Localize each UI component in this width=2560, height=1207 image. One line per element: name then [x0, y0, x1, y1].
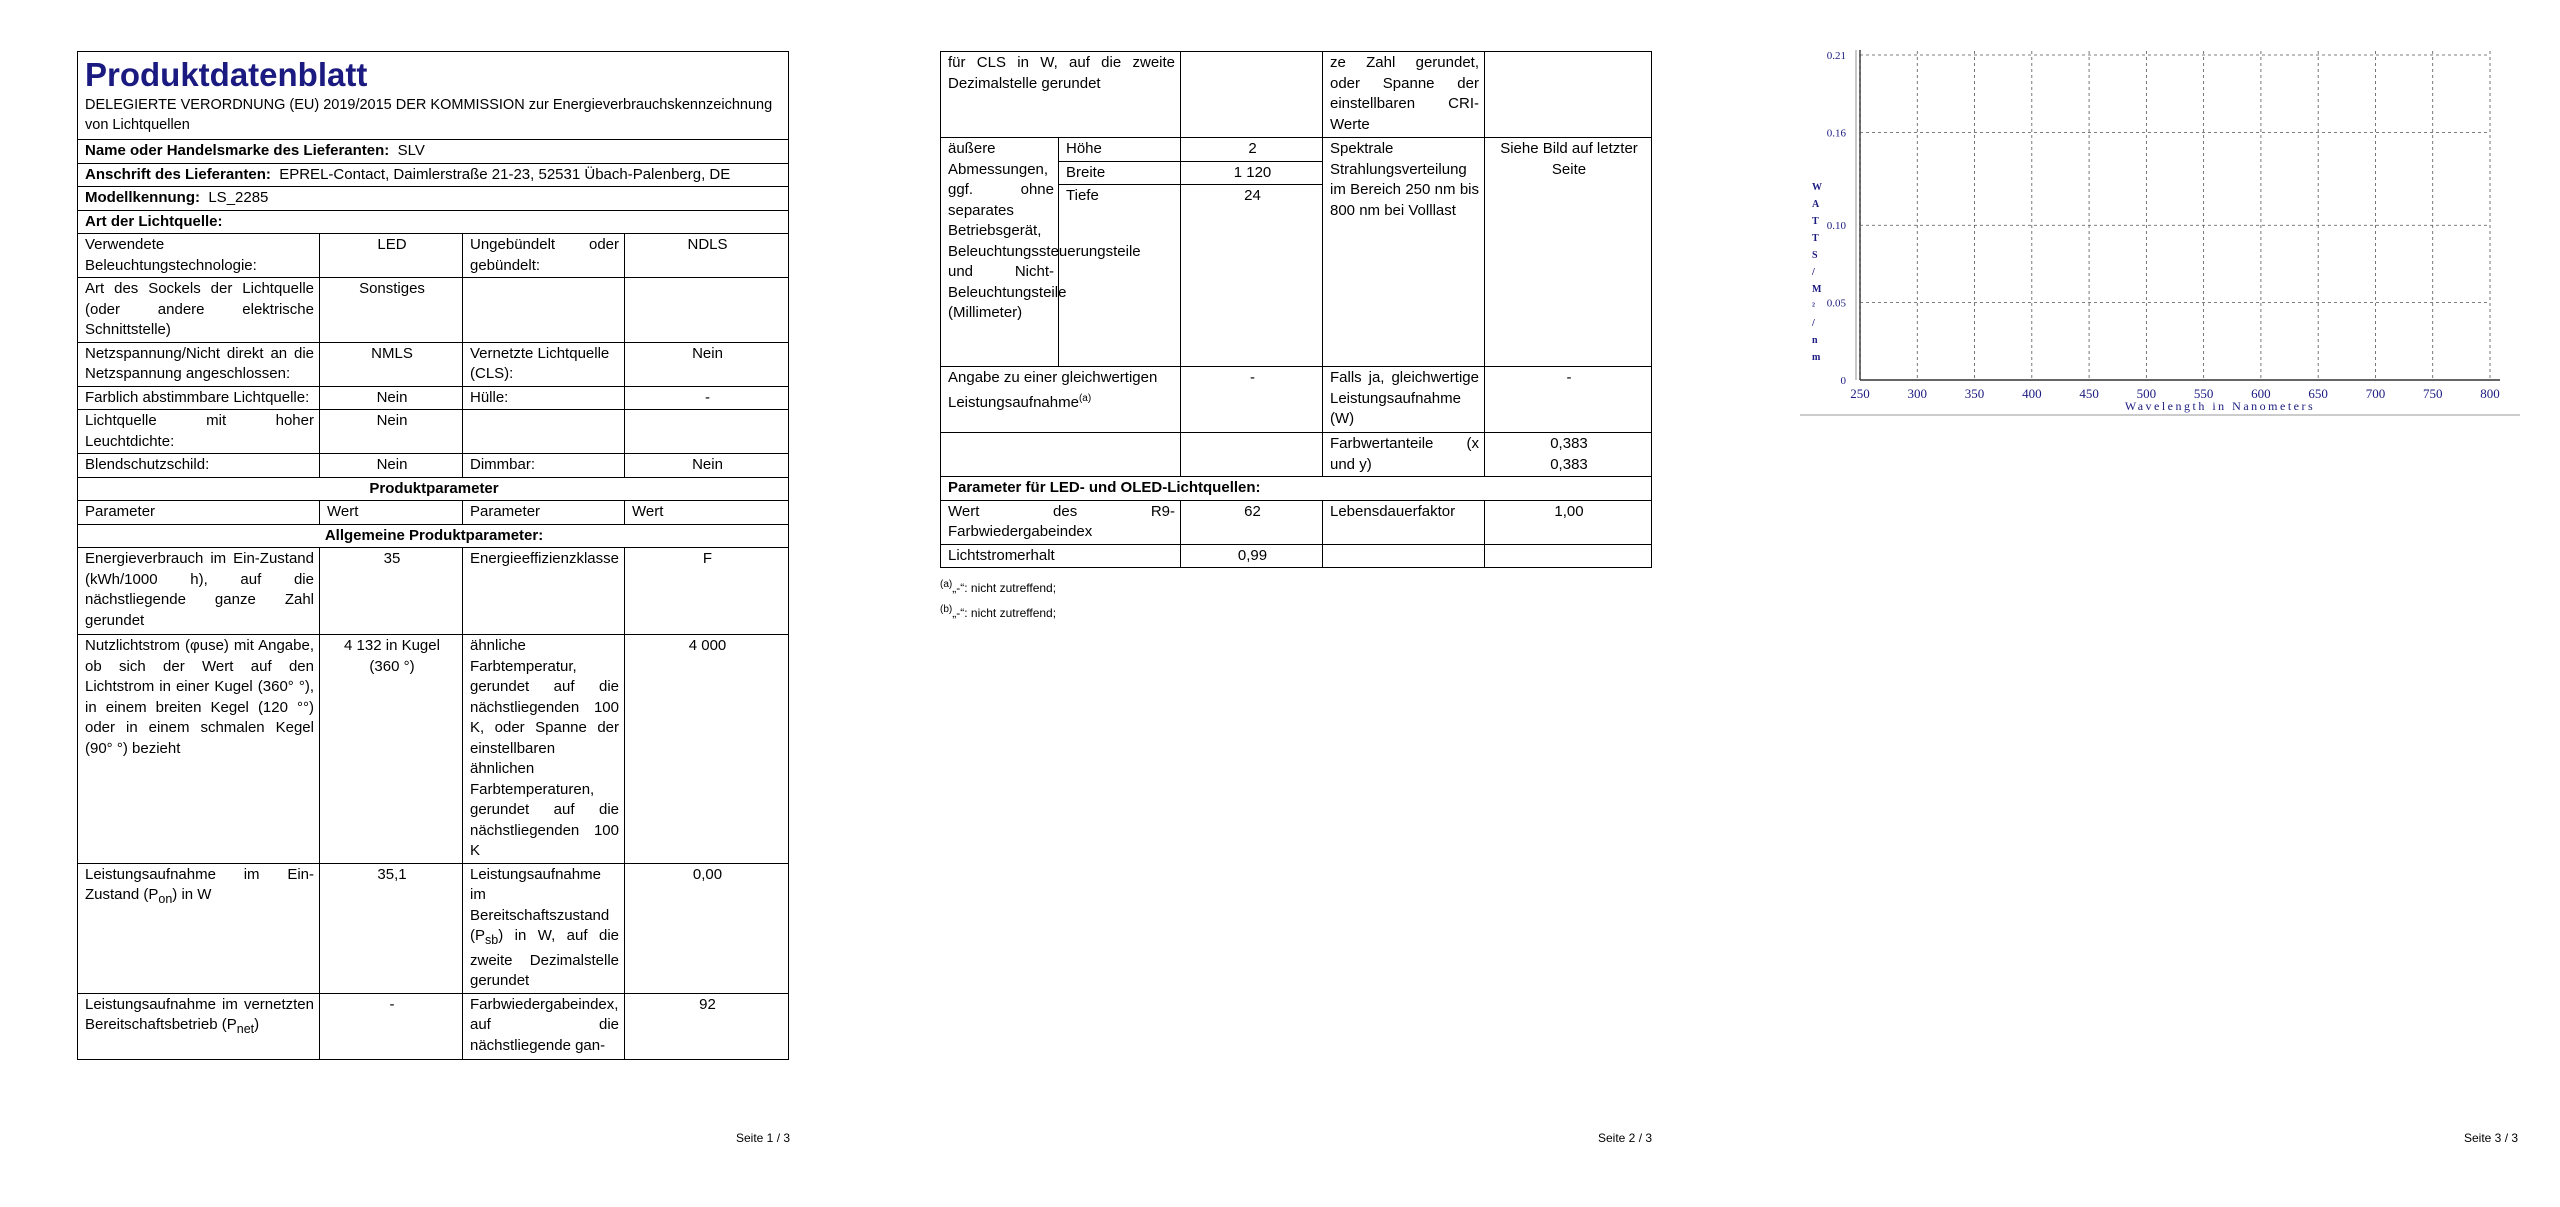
y-tick-label: 0.05	[1826, 297, 1846, 310]
dimensions-label: äußere Abmessungen, ggf. ohne separates Betriebsgerät, Beleuchtungssteuerungsteile und Nicht-Beleuchtungsteile (Millimeter)	[941, 138, 1059, 367]
column-header: Parameter	[78, 501, 320, 525]
cell: Vernetzte Lichtquelle (CLS):	[463, 342, 625, 386]
net-standby-label: Leistungsaufnahme im vernetzten Bereitschaftsbetrieb (P	[85, 995, 314, 1033]
cell: Breite	[1059, 161, 1181, 185]
cell: ähnliche Farbtemperatur, gerundet auf die nächstliegenden 100 K, oder Spanne der einstellbaren ähnlichen Farbtemperaturen, gerundet auf die nächstliegenden 100 K	[463, 635, 625, 864]
cell	[625, 410, 789, 454]
cell: Energieeffizienzklasse	[463, 548, 625, 635]
y-axis-ticks	[1827, 50, 1847, 387]
footnote-a	[940, 574, 1056, 599]
page-number: Seite 2 / 3	[1598, 1131, 1653, 1145]
cell: 0,99	[1181, 544, 1323, 568]
cell: 4 132 in Kugel (360 °)	[320, 635, 463, 864]
cell: Nutzlichtstrom (φuse) mit Angabe, ob sich der Wert auf den Lichtstrom in einer Kugel (360° °), in einem breiten Kegel (120 °°) oder in einem schmalen Kegel (90° °) bezieht	[78, 635, 320, 864]
address-row	[78, 163, 789, 187]
cell: Blendschutzschild:	[78, 454, 320, 478]
table-row	[941, 367, 1652, 433]
x-tick-label: 600	[2251, 386, 2271, 401]
cell: Verwendete Beleuchtungstechnologie:	[78, 234, 320, 278]
cell: Nein	[320, 386, 463, 410]
address-label: Anschrift des Lieferanten:	[85, 165, 271, 183]
cell: Lebensdauerfaktor	[1323, 500, 1485, 544]
footnote-text: „-“: nicht zutreffend;	[952, 606, 1057, 620]
equiv-label: Angabe zu einer gleichwertigen Leistungsaufnahme	[948, 369, 1158, 411]
column-header-row	[78, 501, 789, 525]
cell: 35	[320, 548, 463, 635]
footnote-mark: (a)	[1078, 392, 1092, 404]
table-row	[78, 410, 789, 454]
chart-frame	[1800, 50, 2520, 415]
cell	[1181, 433, 1323, 477]
x-tick-label: 500	[2136, 386, 2157, 401]
cell: LED	[320, 234, 463, 278]
cell: -	[625, 386, 789, 410]
cell: 4 000	[625, 635, 789, 864]
document-title: Produktdatenblatt	[85, 56, 368, 93]
y-tick-label: 0.16	[1826, 127, 1846, 140]
cell: F	[625, 548, 789, 635]
cell: -	[1485, 367, 1652, 433]
y-axis-label: W A T T S / M ² / n m	[1812, 182, 1822, 363]
cell: 92	[625, 993, 789, 1059]
table-row	[78, 993, 789, 1059]
cell	[1181, 52, 1323, 138]
cell: 1 120	[1181, 161, 1323, 185]
spectral-distribution-chart	[1800, 50, 2530, 420]
cell: 0,00	[625, 863, 789, 993]
supplier-label: Name oder Handelsmarke des Lieferanten:	[85, 142, 390, 159]
chroma-y: 0,383	[1550, 455, 1588, 473]
model-row	[78, 187, 789, 211]
cell: Wert des R9-Farbwiedergabeindex	[941, 500, 1181, 544]
page-number: Seite 1 / 3	[736, 1131, 791, 1145]
chroma-x: 0,383	[1550, 435, 1588, 452]
y-tick-label: 0	[1840, 375, 1846, 387]
footnote-mark: (a)	[940, 579, 953, 590]
x-tick-label: 650	[2308, 386, 2328, 401]
x-tick-label: 300	[1907, 386, 1928, 401]
supplier-value: SLV	[397, 142, 425, 159]
cell: Nein	[625, 342, 789, 386]
cell: Nein	[320, 454, 463, 478]
cell	[78, 993, 320, 1059]
address-value: EPREL-Contact, Daimlerstraße 21-23, 52531 Übach-Palenberg, DE	[279, 165, 731, 183]
table-row	[78, 863, 789, 993]
cell: Nein	[625, 454, 789, 478]
cell	[78, 863, 320, 993]
x-tick-label: 450	[2079, 386, 2099, 401]
cell: -	[320, 993, 463, 1059]
x-tick-label: 400	[2022, 386, 2042, 401]
cell: Farbwertanteile (x und y)	[1323, 433, 1485, 477]
cell: Lichtstromerhalt	[941, 544, 1181, 568]
cell: für CLS in W, auf die zweite Dezimalstelle gerundet	[941, 52, 1181, 138]
cell: Netzspannung/Nicht direkt an die Netzspannung angeschlossen:	[78, 342, 320, 386]
cell	[1323, 544, 1485, 568]
net-standby-label-end: )	[254, 1016, 260, 1033]
x-tick-label: 800	[2480, 386, 2500, 401]
cell	[1485, 52, 1652, 138]
supplier-row	[78, 140, 789, 164]
general-params-heading: Allgemeine Produktparameter:	[78, 524, 789, 548]
cell: Tiefe	[1059, 185, 1181, 367]
column-header: Wert	[320, 501, 463, 525]
table-row	[78, 548, 789, 635]
cell: NMLS	[320, 342, 463, 386]
column-header: Wert	[625, 501, 789, 525]
column-header: Parameter	[463, 501, 625, 525]
table-row	[941, 544, 1652, 568]
source-type-heading: Art der Lichtquelle:	[78, 210, 789, 234]
regulation-text: DELEGIERTE VERORDNUNG (EU) 2019/2015 DER KOMMISSION zur Energieverbrauchskennzeichnung von Lichtquellen	[85, 97, 773, 133]
table-row	[78, 342, 789, 386]
x-tick-label: 350	[1964, 386, 1985, 401]
subscript: net	[236, 1022, 255, 1036]
x-tick-label: 700	[2365, 386, 2386, 401]
x-tick-label: 550	[2193, 386, 2214, 401]
footnote-text: „-“: nicht zutreffend;	[952, 581, 1057, 595]
subscript: on	[158, 892, 173, 906]
table-row	[941, 433, 1652, 477]
table-row	[941, 138, 1652, 162]
cell: Nein	[320, 410, 463, 454]
cell	[941, 433, 1181, 477]
x-tick-label: 750	[2422, 386, 2443, 401]
x-tick-label: 250	[1850, 386, 1870, 401]
cell: ze Zahl gerundet, oder Spanne der einstellbaren CRI-Werte	[1323, 52, 1485, 138]
model-label: Modellkennung:	[85, 189, 200, 206]
cell	[1485, 544, 1652, 568]
cell	[941, 367, 1181, 433]
x-axis-label: Wavelength in Nanometers	[2124, 399, 2316, 413]
footnotes	[940, 574, 1056, 624]
spectral-value: Siehe Bild auf letzter Seite	[1485, 138, 1652, 367]
cell	[463, 410, 625, 454]
cell: Hülle:	[463, 386, 625, 410]
cell: 2	[1181, 138, 1323, 162]
footnote-mark: (b)	[940, 604, 953, 615]
cell: 1,00	[1485, 500, 1652, 544]
cell: -	[1181, 367, 1323, 433]
product-data-table-2	[940, 51, 1652, 568]
cell: Farblich abstimmbare Lichtquelle:	[78, 386, 320, 410]
table-row	[78, 635, 789, 864]
cell: Dimmbar:	[463, 454, 625, 478]
spectral-label: Spektrale Strahlungsverteilung im Bereich 250 nm bis 800 nm bei Volllast	[1323, 138, 1485, 367]
page-number: Seite 3 / 3	[2464, 1131, 2519, 1145]
y-tick-label: 0.21	[1826, 50, 1846, 62]
cell: Ungebündelt oder gebündelt:	[463, 234, 625, 278]
table-row	[78, 386, 789, 410]
power-on-label-end: ) in W	[172, 886, 212, 903]
product-data-table-1	[77, 51, 789, 1060]
subscript: sb	[485, 933, 499, 947]
chart-grid	[1860, 50, 2490, 380]
table-row	[941, 52, 1652, 138]
header-cell	[78, 52, 789, 140]
cell	[463, 863, 625, 993]
cell: Farbwiedergabeindex, auf die nächstliegende gan-	[463, 993, 625, 1059]
cell	[463, 278, 625, 343]
led-params-heading: Parameter für LED- und OLED-Lichtquellen:	[941, 477, 1652, 501]
page-2	[853, 0, 1706, 1207]
cell: 62	[1181, 500, 1323, 544]
cell: Lichtquelle mit hoher Leuchtdichte:	[78, 410, 320, 454]
y-tick-label: 0.10	[1826, 220, 1846, 233]
cell: Energieverbrauch im Ein-Zustand (kWh/1000 h), auf die nächstliegende ganze Zahl gerundet	[78, 548, 320, 635]
table-row	[78, 234, 789, 278]
cell: Art des Sockels der Lichtquelle (oder andere elektrische Schnittstelle)	[78, 278, 320, 343]
cell: 35,1	[320, 863, 463, 993]
cell	[1485, 433, 1652, 477]
cell: 24	[1181, 185, 1323, 367]
model-value: LS_2285	[208, 189, 269, 206]
table-row	[78, 454, 789, 478]
cell: Höhe	[1059, 138, 1181, 162]
table-row	[78, 278, 789, 343]
cell	[625, 278, 789, 343]
cell: NDLS	[625, 234, 789, 278]
cell: Falls ja, gleichwertige Leistungsaufnahme (W)	[1323, 367, 1485, 433]
cell: Sonstiges	[320, 278, 463, 343]
power-on-label: Leistungsaufnahme im Ein-Zustand (P	[85, 865, 314, 903]
page-1	[0, 0, 853, 1207]
standby-label-end: ) in W, auf die zweite Dezimalstelle gerundet	[470, 927, 619, 989]
footnote-b	[940, 599, 1056, 624]
table-row	[941, 500, 1652, 544]
product-params-heading: Produktparameter	[78, 477, 789, 501]
standby-label: Leistungsaufnahme im Bereitschaftszustand (P	[470, 865, 610, 944]
